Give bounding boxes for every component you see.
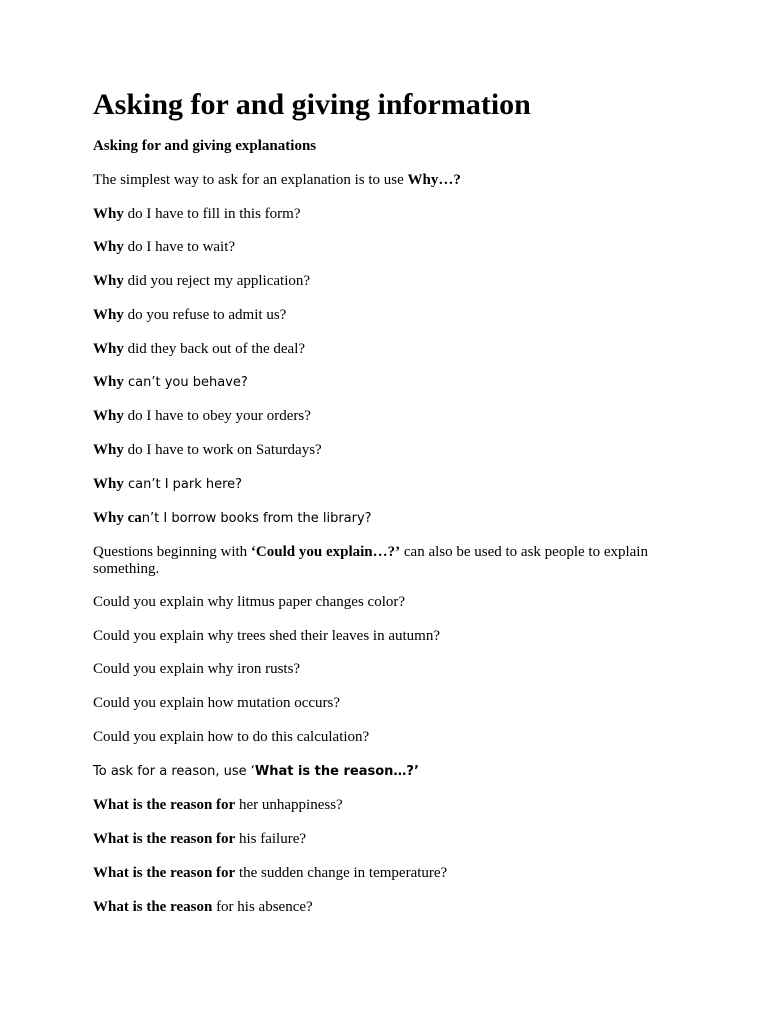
could-example: Could you explain why iron rusts? bbox=[93, 661, 301, 677]
reason-keyword: What is the reason for bbox=[93, 797, 236, 813]
why-rest: do you refuse to admit us? bbox=[123, 307, 287, 323]
reason-example bbox=[93, 797, 678, 814]
why-rest: do I have to wait? bbox=[123, 239, 236, 255]
reason-example bbox=[93, 865, 678, 882]
intro-paragraph bbox=[93, 172, 678, 189]
why-keyword: Why bbox=[93, 476, 124, 492]
intro-text: The simplest way to ask for an explanation is to use bbox=[93, 172, 408, 188]
why-keyword: Why bbox=[93, 307, 124, 323]
reason-intro-text: To ask for a reason, use ‘ bbox=[93, 764, 255, 779]
why-example bbox=[93, 341, 678, 358]
why-example bbox=[93, 408, 678, 425]
could-example: Could you explain how to do this calculation? bbox=[93, 729, 370, 745]
why-example bbox=[93, 476, 678, 493]
why-keyword: Why bbox=[93, 273, 124, 289]
why-keyword: Why bbox=[93, 206, 124, 222]
reason-keyword: What is the reason for bbox=[93, 865, 236, 881]
why-rest: do I have to obey your orders? bbox=[123, 408, 311, 424]
reason-rest: the sudden change in temperature? bbox=[235, 865, 448, 881]
why-rest: do I have to fill in this form? bbox=[123, 206, 301, 222]
why-rest: can’t I park here? bbox=[123, 477, 243, 492]
could-intro-text: Questions beginning with bbox=[93, 544, 251, 560]
reason-rest: for his absence? bbox=[212, 899, 313, 915]
why-example bbox=[93, 206, 678, 223]
page-title: Asking for and giving information bbox=[93, 88, 531, 121]
why-example bbox=[93, 307, 678, 324]
why-keyword: Why bbox=[93, 341, 124, 357]
reason-rest: her unhappiness? bbox=[235, 797, 343, 813]
why-rest: do I have to work on Saturdays? bbox=[123, 442, 322, 458]
could-example: Could you explain how mutation occurs? bbox=[93, 695, 341, 711]
why-keyword: Why bbox=[93, 442, 124, 458]
why-example bbox=[93, 510, 678, 527]
why-example bbox=[93, 239, 678, 256]
could-example: Could you explain why trees shed their leaves in autumn? bbox=[93, 628, 440, 644]
reason-keyword: What is the reason for bbox=[93, 831, 236, 847]
reason-intro-paragraph bbox=[93, 763, 678, 780]
why-keyword: Why bbox=[93, 408, 124, 424]
reason-example bbox=[93, 899, 678, 916]
intro-bold: Why…? bbox=[407, 172, 461, 188]
why-rest: did you reject my application? bbox=[123, 273, 311, 289]
reason-example bbox=[93, 831, 678, 848]
why-rest: can’t you behave? bbox=[123, 375, 248, 390]
reason-rest: his failure? bbox=[235, 831, 307, 847]
why-keyword: Why bbox=[93, 239, 124, 255]
why-example bbox=[93, 374, 678, 391]
could-example: Could you explain why litmus paper changes color? bbox=[93, 594, 406, 610]
why-rest: n’t I borrow books from the library? bbox=[141, 511, 372, 526]
why-rest: did they back out of the deal? bbox=[123, 341, 306, 357]
why-example bbox=[93, 442, 678, 459]
why-example bbox=[93, 273, 678, 290]
reason-keyword: What is the reason bbox=[93, 899, 213, 915]
could-intro-text-end: can also be used to ask people to explain something. bbox=[93, 544, 648, 577]
reason-intro-bold: What is the reason…?’ bbox=[254, 764, 419, 779]
why-keyword: Why ca bbox=[93, 510, 142, 526]
why-keyword: Why bbox=[93, 374, 124, 390]
section-heading: Asking for and giving explanations bbox=[93, 138, 317, 154]
could-intro-bold: ‘Could you explain…?’ bbox=[250, 544, 401, 560]
could-intro-paragraph bbox=[93, 544, 678, 578]
